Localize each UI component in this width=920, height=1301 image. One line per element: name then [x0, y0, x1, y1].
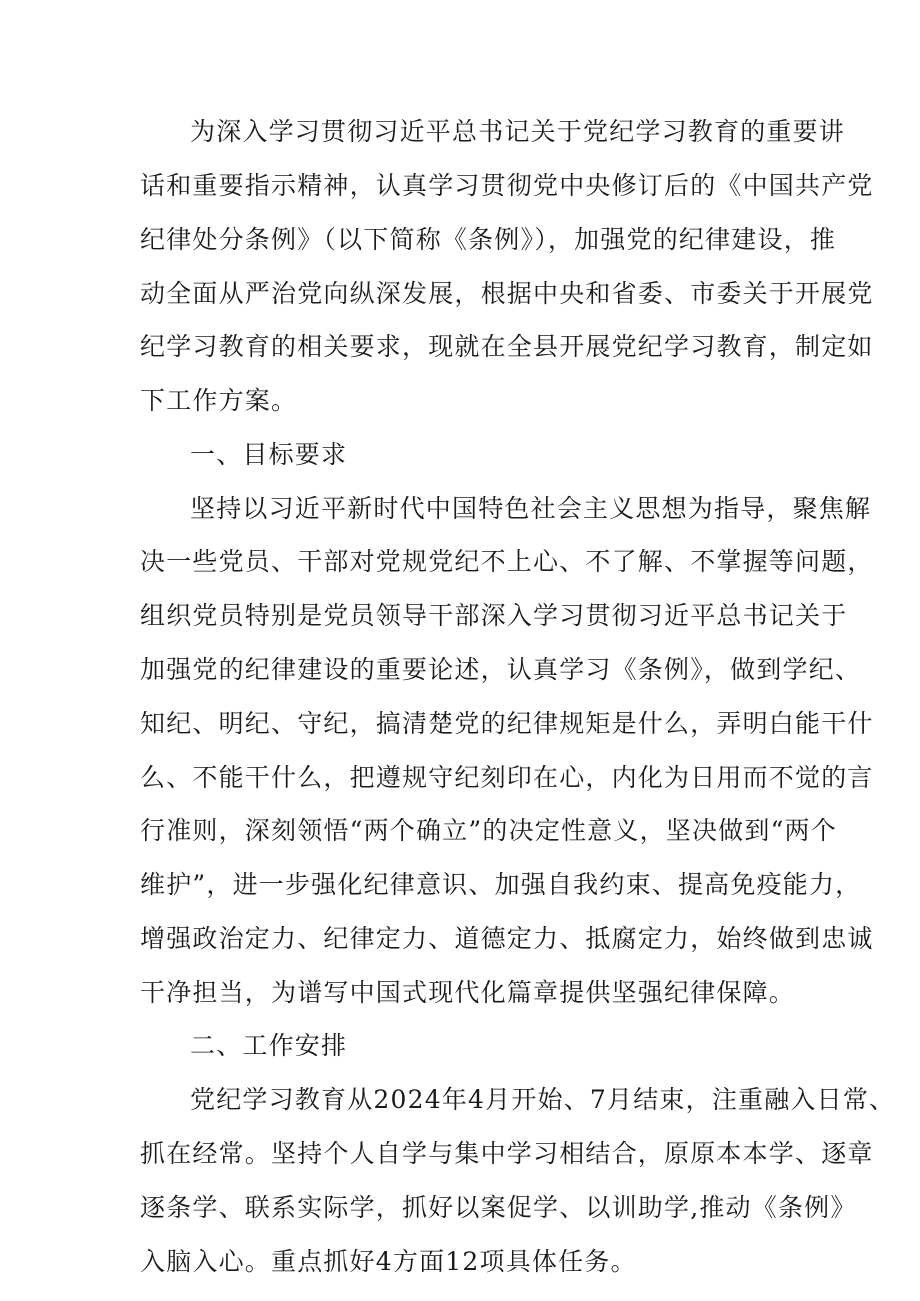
paragraph-line: 纪学习教育的相关要求，现就在全县开展党纪学习教育，制定如: [140, 332, 874, 361]
paragraph-line: 么、不能干什么，把遵规守纪刻印在心，内化为日用而不觉的言: [140, 763, 874, 792]
paragraph-line: 抓在经常。坚持个人自学与集中学习相结合，原原本本学、逐章: [140, 1139, 874, 1168]
paragraph-line: 为深入学习贯彻习近平总书记关于党纪学习教育的重要讲: [190, 117, 846, 146]
paragraph-line: 下工作方案。: [140, 386, 298, 415]
paragraph-line: 党纪学习教育从2024年4月开始、7月结束，注重融入日常、: [190, 1085, 896, 1114]
paragraph-line: 决一些党员、干部对党规党纪不上心、不了解、不掌握等问题，: [140, 547, 874, 576]
paragraph-line: 增强政治定力、纪律定力、道德定力、抵腐定力，始终做到忠诚: [140, 924, 874, 953]
section-heading: 一、目标要求: [190, 440, 348, 469]
paragraph-line: 行准则，深刻领悟“两个确立”的决定性意义，坚决做到“两个: [140, 816, 837, 845]
paragraph-line: 知纪、明纪、守纪，搞清楚党的纪律规矩是什么，弄明白能干什: [140, 709, 874, 738]
paragraph-line: 入脑入心。重点抓好4方面12项具体任务。: [140, 1247, 637, 1276]
paragraph-line: 纪律处分条例》（以下简称《条例》），加强党的纪律建设，推: [140, 225, 837, 254]
paragraph-line: 动全面从严治党向纵深发展，根据中央和省委、市委关于开展党: [140, 279, 874, 308]
paragraph-line: 加强党的纪律建设的重要论述，认真学习《条例》，做到学纪、: [140, 655, 862, 684]
paragraph-line: 组织党员特别是党员领导干部深入学习贯彻习近平总书记关于: [140, 601, 848, 630]
paragraph-line: 维护”，进一步强化纪律意识、加强自我约束、提高免疫能力，: [140, 870, 862, 899]
paragraph-line: 话和重要指示精神，认真学习贯彻党中央修订后的《中国共产党: [140, 171, 874, 200]
paragraph-line: 干净担当，为谱写中国式现代化篇章提供坚强纪律保障。: [140, 978, 796, 1007]
section-heading: 二、工作安排: [190, 1031, 348, 1060]
paragraph-line: 坚持以习近平新时代中国特色社会主义思想为指导，聚焦解: [190, 494, 872, 523]
paragraph-line: 逐条学、联系实际学，抓好以案促学、以训助学,推动《条例》: [140, 1193, 857, 1222]
